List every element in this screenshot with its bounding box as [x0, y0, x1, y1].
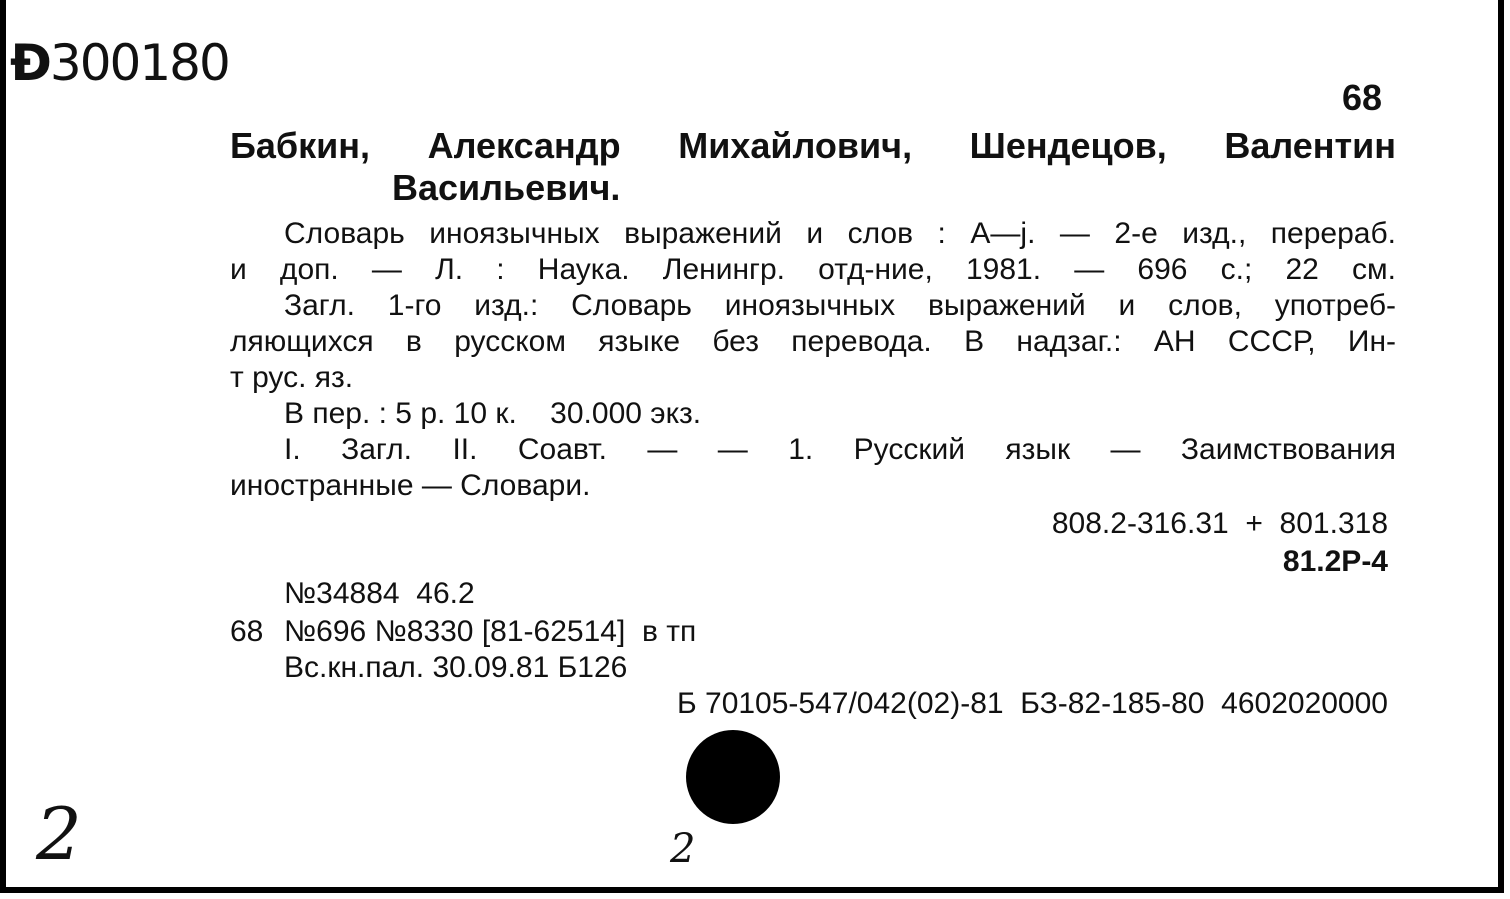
handwritten-mark-bottom: 2 [670, 826, 696, 872]
price-line: В пер. : 5 р. 10 к. 30.000 экз. [284, 397, 702, 430]
title-line-1: Словарь иноязычных выражений и слов : A—j. — 2-е изд., перераб. [284, 217, 1396, 250]
title-line-2: и доп. — Л. : Наука. Ленингр. отд-ние, 1981. — 696 с.; 22 см. [230, 253, 1396, 286]
registry-prefix: 68 [230, 615, 264, 648]
registry-line-3: Вс.кн.пал. 30.09.81 Б126 [284, 651, 628, 684]
udc-index: 808.2-316.31 + 801.318 [1051, 507, 1388, 540]
note-line-1: Загл. 1-го изд.: Словарь иноязычных выражений и слов, употреб- [284, 289, 1396, 322]
note-line-3: т рус. яз. [230, 361, 354, 394]
card-number-prefix: Ð [10, 34, 50, 92]
registry-line-1: №34884 46.2 [284, 577, 475, 610]
author-line-2: Васильевич. [392, 167, 621, 208]
punch-hole [686, 730, 780, 824]
page-number: 68 [1341, 77, 1382, 118]
registry-line-2: №696 №8330 [81-62514] в тп [284, 615, 697, 648]
handwritten-mark-left: 2 [36, 792, 82, 876]
card-number [10, 34, 229, 92]
registry-line-4: Б 70105-547/042(02)-81 БЗ-82-185-80 4602020000 [676, 687, 1388, 720]
author-line-1: Бабкин, Александр Михайлович, Шендецов, Валентин [230, 125, 1396, 166]
card-number-digits: 300180 [49, 34, 229, 92]
subject-line-1: I. Загл. II. Соавт. — — 1. Русский язык — Заимствования [284, 433, 1396, 466]
bbk-index: 81.2Р-4 [1282, 545, 1388, 578]
note-line-2: ляющихся в русском языке без перевода. В надзаг.: АН СССР, Ин- [230, 325, 1396, 358]
subject-line-2: иностранные — Словари. [230, 469, 591, 502]
